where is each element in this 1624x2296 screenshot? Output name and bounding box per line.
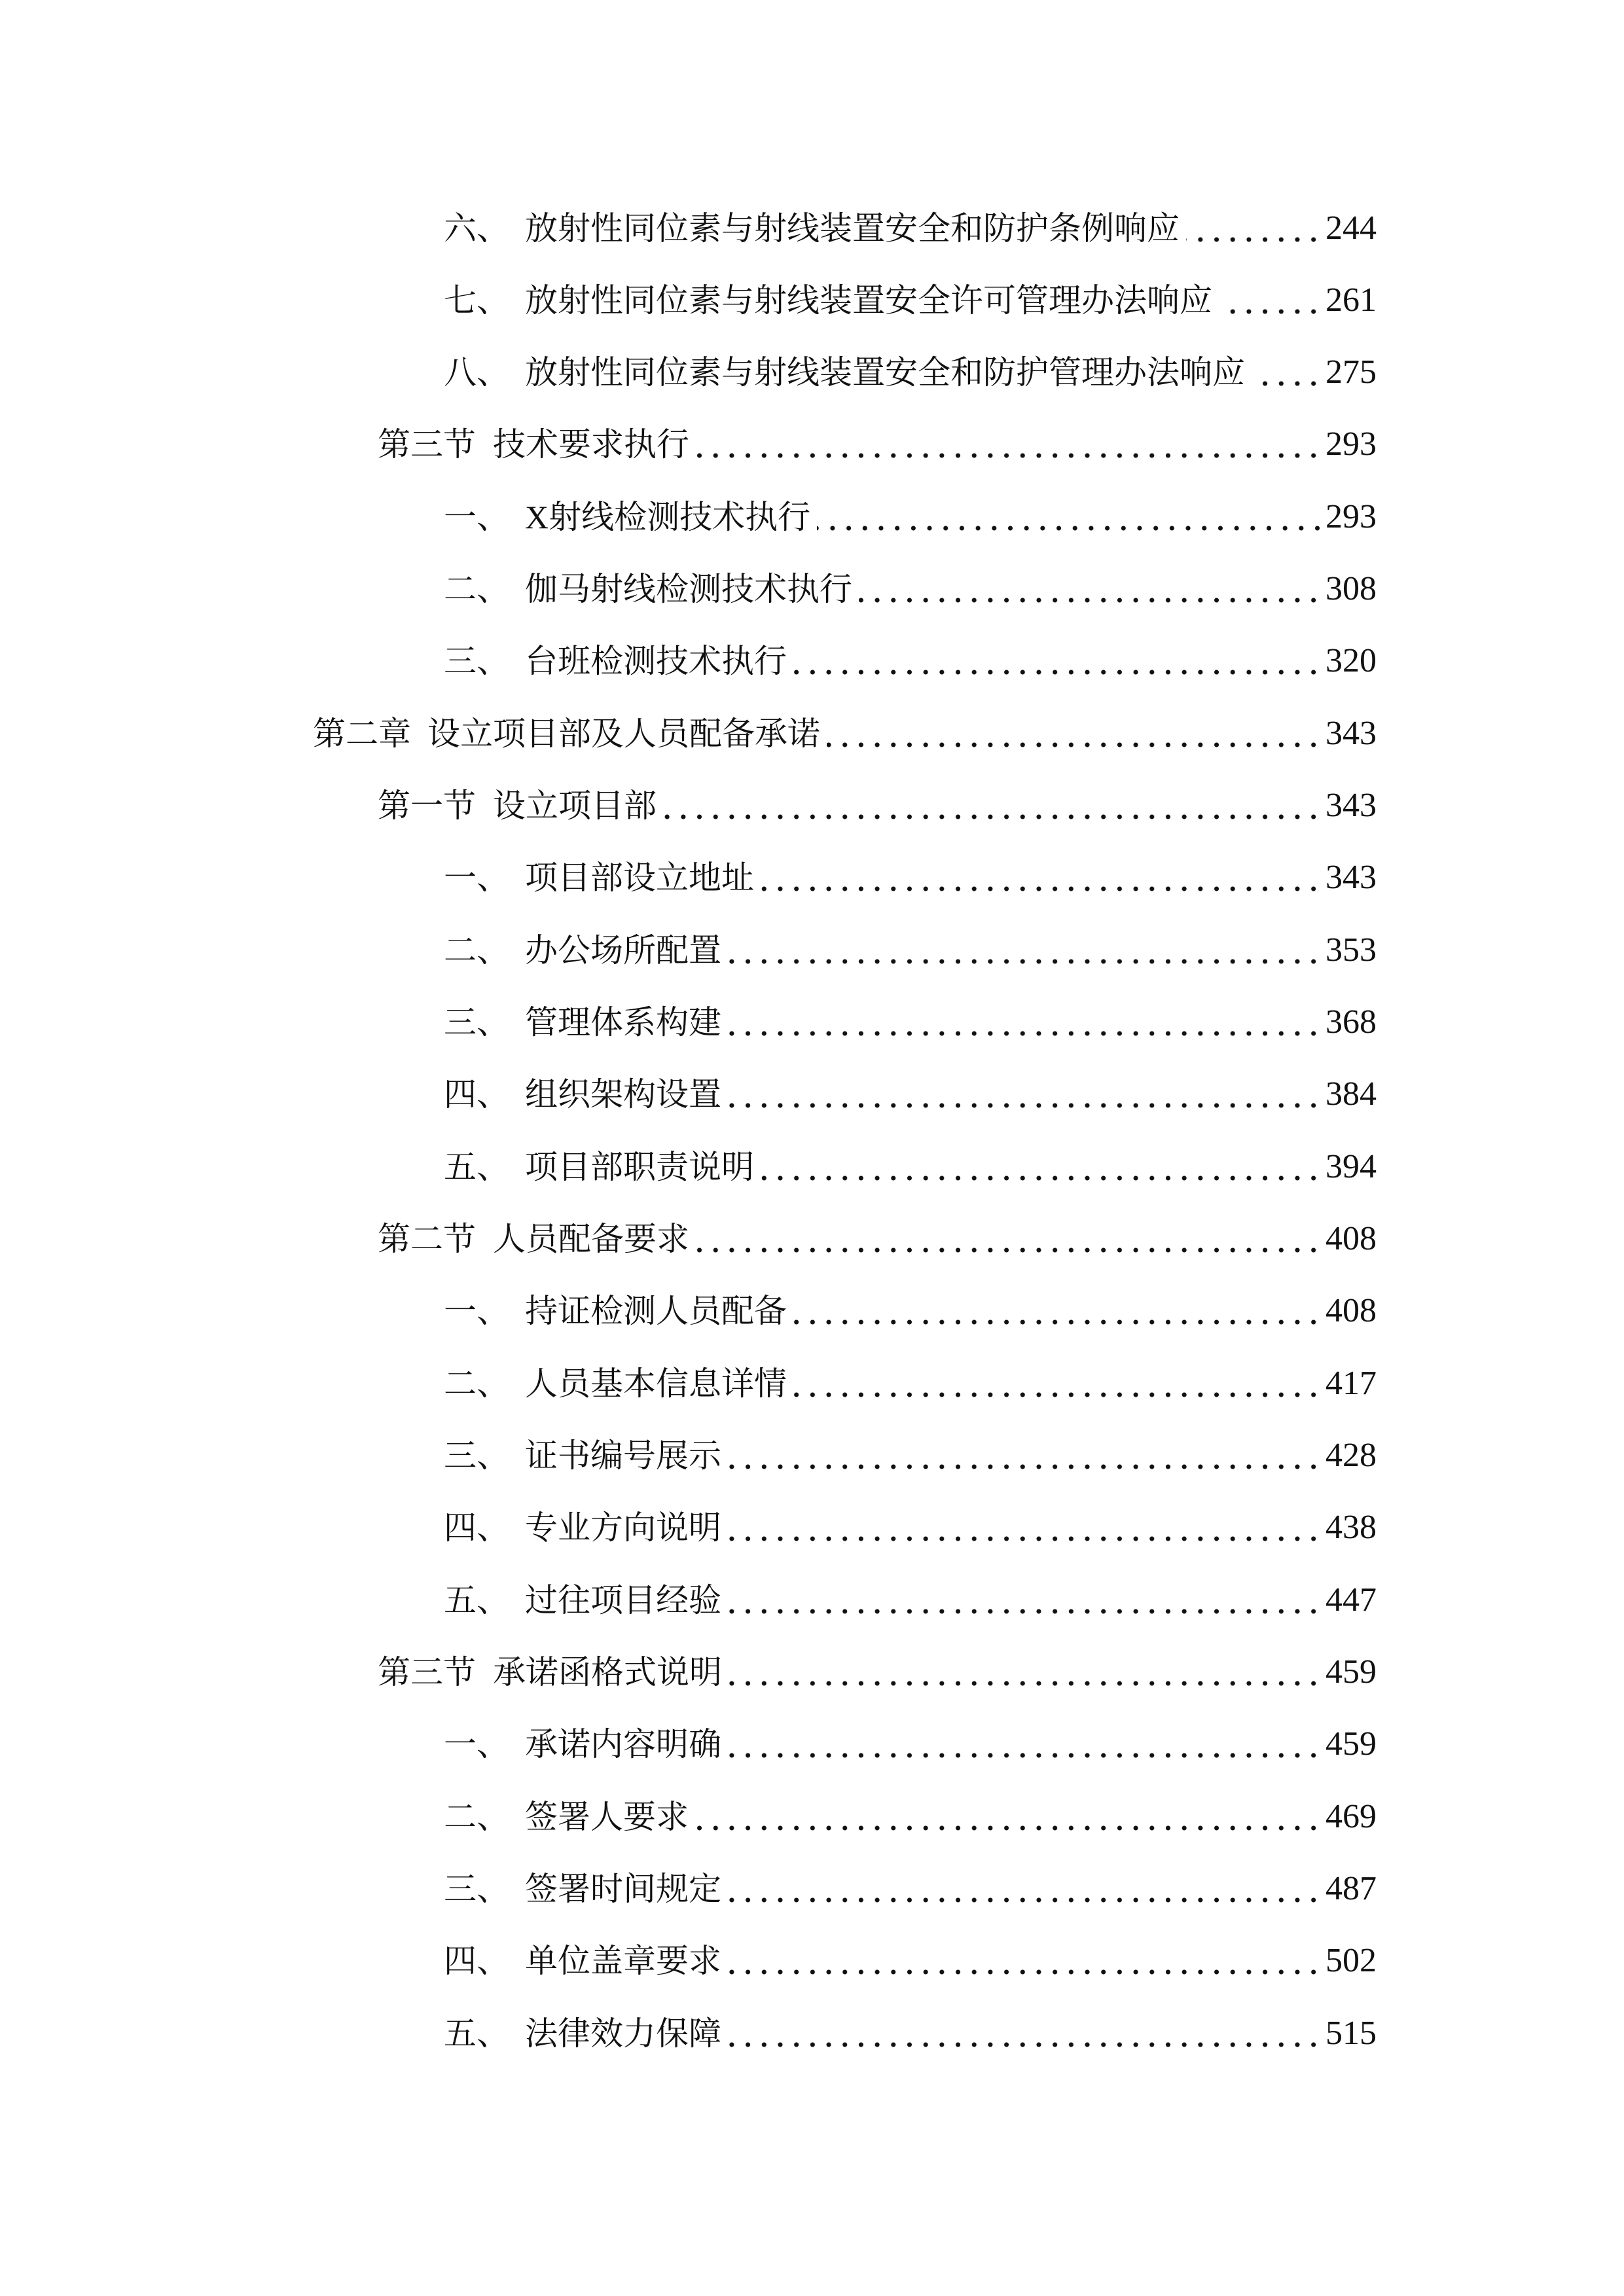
- toc-entry-page: 343: [1326, 787, 1377, 824]
- toc-entry-number: 第一节: [378, 787, 476, 824]
- toc-entry-title: 专业方向说明: [525, 1509, 721, 1546]
- toc-entry-page: 275: [1326, 353, 1377, 391]
- toc-entry-title: 组织架构设置: [525, 1076, 721, 1113]
- toc-entry-number: 二、: [444, 932, 509, 969]
- toc-entry-number: 三、: [444, 1437, 509, 1474]
- toc-entry[interactable]: [444, 986, 1377, 1058]
- toc-entry-page: 459: [1326, 1725, 1377, 1763]
- toc-entry-number: 一、: [444, 499, 509, 535]
- toc-entry-title: 技术要求执行: [493, 426, 689, 463]
- toc-entry-page: 502: [1326, 1942, 1377, 1979]
- dot-leader: [789, 625, 1322, 697]
- toc-entry-number: 五、: [444, 1582, 509, 1619]
- toc-entry-title: 人员基本信息详情: [525, 1365, 787, 1402]
- dot-leader: [724, 1492, 1322, 1564]
- toc-entry[interactable]: [444, 1564, 1377, 1636]
- toc-entry-title: 签署人要求: [525, 1799, 689, 1835]
- toc-entry-title: 设立项目部及人员配备承诺: [427, 715, 820, 752]
- toc-entry-page: 408: [1326, 1220, 1377, 1257]
- toc-entry-title: 设立项目部: [493, 787, 657, 824]
- toc-entry-title: 过往项目经验: [525, 1582, 721, 1619]
- toc-entry-title: 管理体系构建: [525, 1004, 721, 1041]
- dot-leader: [724, 1058, 1322, 1130]
- toc-entry-title: 放射性同位素与射线装置安全和防护管理办法响应: [525, 354, 1245, 391]
- toc-entry-title: 签署时间规定: [525, 1871, 721, 1907]
- toc-entry-title: 办公场所配置: [525, 932, 721, 969]
- toc-entry[interactable]: [444, 1348, 1377, 1420]
- dot-leader: [724, 1420, 1322, 1492]
- dot-leader: [789, 1348, 1322, 1420]
- toc-entry-title: 证书编号展示: [525, 1437, 721, 1474]
- dot-leader: [724, 986, 1322, 1058]
- toc-entry-number: 一、: [444, 1293, 509, 1329]
- toc-entry[interactable]: [444, 481, 1377, 553]
- toc-entry-page: 447: [1326, 1581, 1377, 1619]
- toc-entry-title: 放射性同位素与射线装置安全和防护条例响应: [525, 210, 1180, 247]
- dot-leader: [1182, 192, 1322, 264]
- toc-entry-title: 台班检测技术执行: [525, 643, 787, 679]
- dot-leader: [724, 1708, 1322, 1780]
- toc-entry[interactable]: [444, 192, 1377, 264]
- toc-entry-number: 四、: [444, 1943, 509, 1979]
- toc-section-entry[interactable]: [378, 408, 1377, 480]
- dot-leader: [1215, 264, 1322, 336]
- toc-entry-page: 459: [1326, 1653, 1377, 1691]
- toc-entry-page: 368: [1326, 1003, 1377, 1041]
- toc-entry[interactable]: [444, 1998, 1377, 2070]
- toc-entry-title: 单位盖章要求: [525, 1943, 721, 1979]
- toc-entry-title: 承诺函格式说明: [493, 1654, 722, 1691]
- toc-entry-title: 承诺内容明确: [525, 1726, 721, 1763]
- toc-entry-page: 469: [1326, 1798, 1377, 1835]
- toc-entry-page: 394: [1326, 1148, 1377, 1185]
- toc-entry-page: 261: [1326, 281, 1377, 319]
- toc-entry[interactable]: [444, 264, 1377, 336]
- toc-entry-number: 五、: [444, 2015, 509, 2052]
- toc-entry[interactable]: [444, 1492, 1377, 1564]
- toc-entry[interactable]: [444, 1708, 1377, 1780]
- dot-leader: [725, 1636, 1322, 1708]
- toc-chapter-entry[interactable]: [313, 698, 1377, 770]
- toc-entry[interactable]: [444, 1275, 1377, 1347]
- toc-entry-page: 308: [1326, 570, 1377, 607]
- toc-entry-number: 四、: [444, 1076, 509, 1113]
- toc-entry-number: 三、: [444, 643, 509, 679]
- toc-entry-page: 244: [1326, 209, 1377, 247]
- dot-leader: [789, 1275, 1322, 1347]
- toc-entry-number: 六、: [444, 210, 509, 247]
- toc-entry-number: 第三节: [378, 1654, 476, 1691]
- dot-leader: [823, 698, 1322, 770]
- toc-entry-page: 343: [1326, 859, 1377, 896]
- toc-entry[interactable]: [444, 1420, 1377, 1492]
- toc-entry-number: 三、: [444, 1004, 509, 1041]
- toc-entry-page: 293: [1326, 425, 1377, 463]
- dot-leader: [659, 770, 1322, 842]
- toc-entry[interactable]: [444, 1131, 1377, 1203]
- dot-leader: [691, 1781, 1322, 1853]
- dot-leader: [1248, 336, 1322, 408]
- dot-leader: [724, 1998, 1322, 2070]
- toc-entry-number: 八、: [444, 354, 509, 391]
- toc-entry[interactable]: [444, 914, 1377, 986]
- toc-entry-title: 法律效力保障: [525, 2015, 721, 2052]
- dot-leader: [692, 408, 1322, 480]
- dot-leader: [813, 481, 1326, 553]
- toc-section-entry[interactable]: [378, 770, 1377, 842]
- toc-entry-page: 487: [1326, 1870, 1377, 1907]
- dot-leader: [757, 1131, 1322, 1203]
- toc-entry[interactable]: [444, 1058, 1377, 1130]
- dot-leader: [724, 914, 1322, 986]
- toc-entry[interactable]: [444, 1853, 1377, 1925]
- toc-entry-page: 320: [1326, 642, 1377, 679]
- toc-entry-number: 一、: [444, 1726, 509, 1763]
- dot-leader: [724, 1853, 1322, 1925]
- toc-entry-title: X射线检测技术执行: [525, 499, 811, 535]
- toc-entry-number: 第二章: [313, 715, 411, 752]
- toc-entry-number: 五、: [444, 1149, 509, 1185]
- toc-entry[interactable]: [444, 842, 1377, 914]
- toc-entry-number: 二、: [444, 1799, 509, 1835]
- toc-entry-title: 伽马射线检测技术执行: [525, 571, 852, 607]
- toc-entry-number: 三、: [444, 1871, 509, 1907]
- toc-entry[interactable]: [444, 625, 1377, 697]
- toc-entry-page: 353: [1326, 931, 1377, 969]
- toc-section-entry[interactable]: [378, 1636, 1377, 1708]
- toc-entry-number: 七、: [444, 282, 509, 319]
- toc-entry-number: 二、: [444, 1365, 509, 1402]
- toc-entry-title: 放射性同位素与射线装置安全许可管理办法响应: [525, 282, 1212, 319]
- toc-entry[interactable]: [444, 1781, 1377, 1853]
- dot-leader: [757, 842, 1322, 914]
- toc-entry-title: 持证检测人员配备: [525, 1293, 787, 1329]
- toc-entry-title: 项目部职责说明: [525, 1149, 754, 1185]
- toc-section-entry[interactable]: [378, 1203, 1377, 1275]
- toc-entry-page: 384: [1326, 1075, 1377, 1113]
- toc-entry-page: 408: [1326, 1292, 1377, 1329]
- toc-entry-page: 293: [1326, 498, 1377, 535]
- dot-leader: [855, 553, 1322, 625]
- toc-entry-number: 二、: [444, 571, 509, 607]
- toc-entry-number: 四、: [444, 1509, 509, 1546]
- dot-leader: [724, 1564, 1322, 1636]
- toc-entry-page: 515: [1326, 2015, 1377, 2052]
- toc-entry-title: 人员配备要求: [493, 1221, 689, 1257]
- toc-entry-page: 343: [1326, 715, 1377, 752]
- toc-entry-page: 428: [1326, 1437, 1377, 1474]
- dot-leader: [692, 1203, 1322, 1275]
- toc-entry-page: 438: [1326, 1509, 1377, 1546]
- toc-entry[interactable]: [444, 553, 1377, 625]
- dot-leader: [724, 1925, 1322, 1997]
- toc-entry-title: 项目部设立地址: [525, 859, 754, 896]
- toc-entry-number: 第二节: [378, 1221, 476, 1257]
- toc-entry[interactable]: [444, 336, 1377, 408]
- toc-entry-page: 417: [1326, 1365, 1377, 1402]
- toc-entry-number: 一、: [444, 859, 509, 896]
- toc-entry-number: 第三节: [378, 426, 476, 463]
- toc-entry[interactable]: [444, 1925, 1377, 1997]
